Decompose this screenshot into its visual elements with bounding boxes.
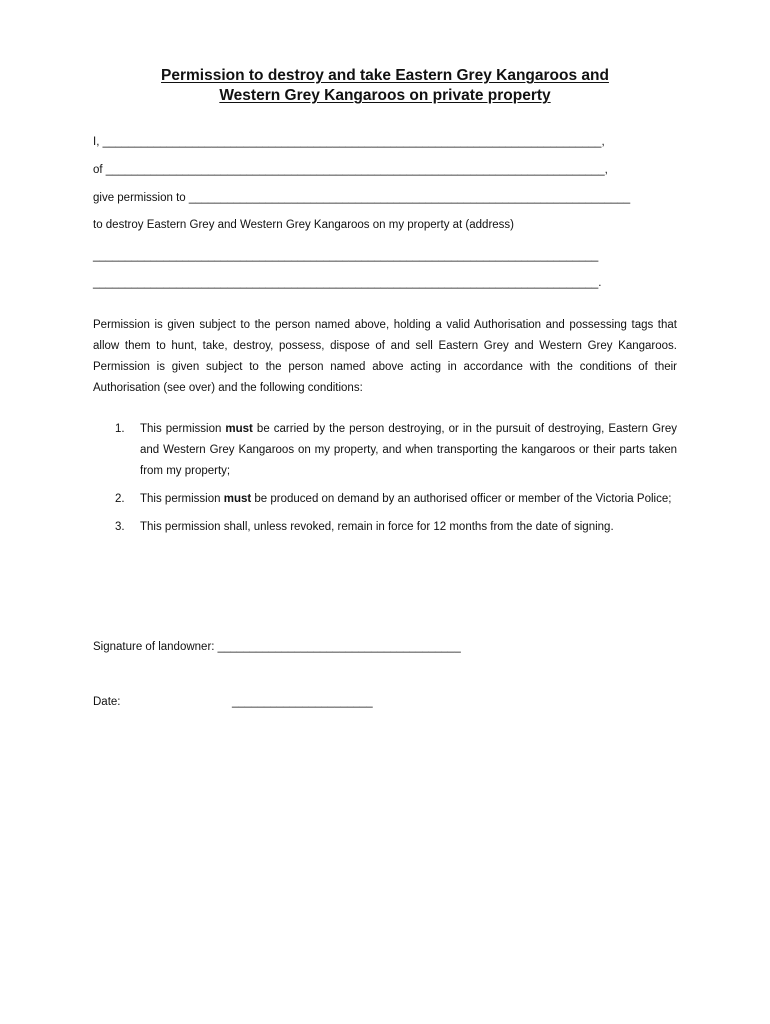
- field-address-line-2: _______________________________________________________________________________.: [93, 277, 602, 289]
- signature-row: [93, 639, 461, 655]
- field-of-line: of ______________________________________________________________________________,: [93, 164, 608, 176]
- condition-text: [140, 493, 671, 505]
- permission-paragraph: Permission is given subject to the person named above, holding a valid Authorisation and possessing tags that allow them to hunt, take, destroy, possess, dispose of and sell Eastern Grey and Western Grey Kangaroos. Permission is given subject to the person named above acting in accordance with the conditions of their Authorisation (see over) and the following conditions:: [93, 319, 677, 394]
- date-label: Date:: [93, 696, 121, 708]
- condition-text-end: be produced on demand by an authorised officer or member of the Victoria Police;: [251, 493, 672, 505]
- destroy-statement: to destroy Eastern Grey and Western Grey Kangaroos on my property at (address): [93, 219, 515, 231]
- field-address-line-1: _______________________________________________________________________________: [93, 250, 599, 262]
- title-line-2: Western Grey Kangaroos on private property: [219, 87, 551, 104]
- condition-number: 2.: [115, 493, 125, 505]
- document-title: [93, 66, 677, 106]
- conditions-list: [93, 419, 677, 538]
- condition-item: [93, 419, 677, 482]
- condition-number: 3.: [115, 521, 125, 533]
- title-line-1: Permission to destroy and take Eastern Grey Kangaroos and: [161, 67, 609, 84]
- condition-text: This permission shall, unless revoked, remain in force for 12 months from the date of signing.: [140, 521, 614, 533]
- condition-text: [140, 423, 677, 477]
- condition-item: [93, 489, 677, 510]
- condition-emphasis: must: [225, 423, 253, 435]
- condition-number: 1.: [115, 423, 125, 435]
- date-line: ______________________: [232, 696, 373, 708]
- condition-emphasis: must: [223, 493, 252, 505]
- field-i-line: I, ______________________________________________________________________________,: [93, 136, 605, 148]
- condition-item: [93, 517, 677, 538]
- condition-text-start: This permission: [140, 493, 224, 505]
- condition-text-end: be carried by the person destroying, or in the pursuit of destroying, Eastern Grey and Western Grey Kangaroos on my property, and when transporting the kangaroos or their parts taken from my property;: [140, 423, 677, 477]
- signature-line: ______________________________________: [217, 641, 461, 653]
- signature-label: Signature of landowner:: [93, 641, 215, 653]
- condition-text-start: This permission: [140, 423, 226, 435]
- field-give-permission-line: give permission to _____________________________________________________________________: [93, 192, 631, 204]
